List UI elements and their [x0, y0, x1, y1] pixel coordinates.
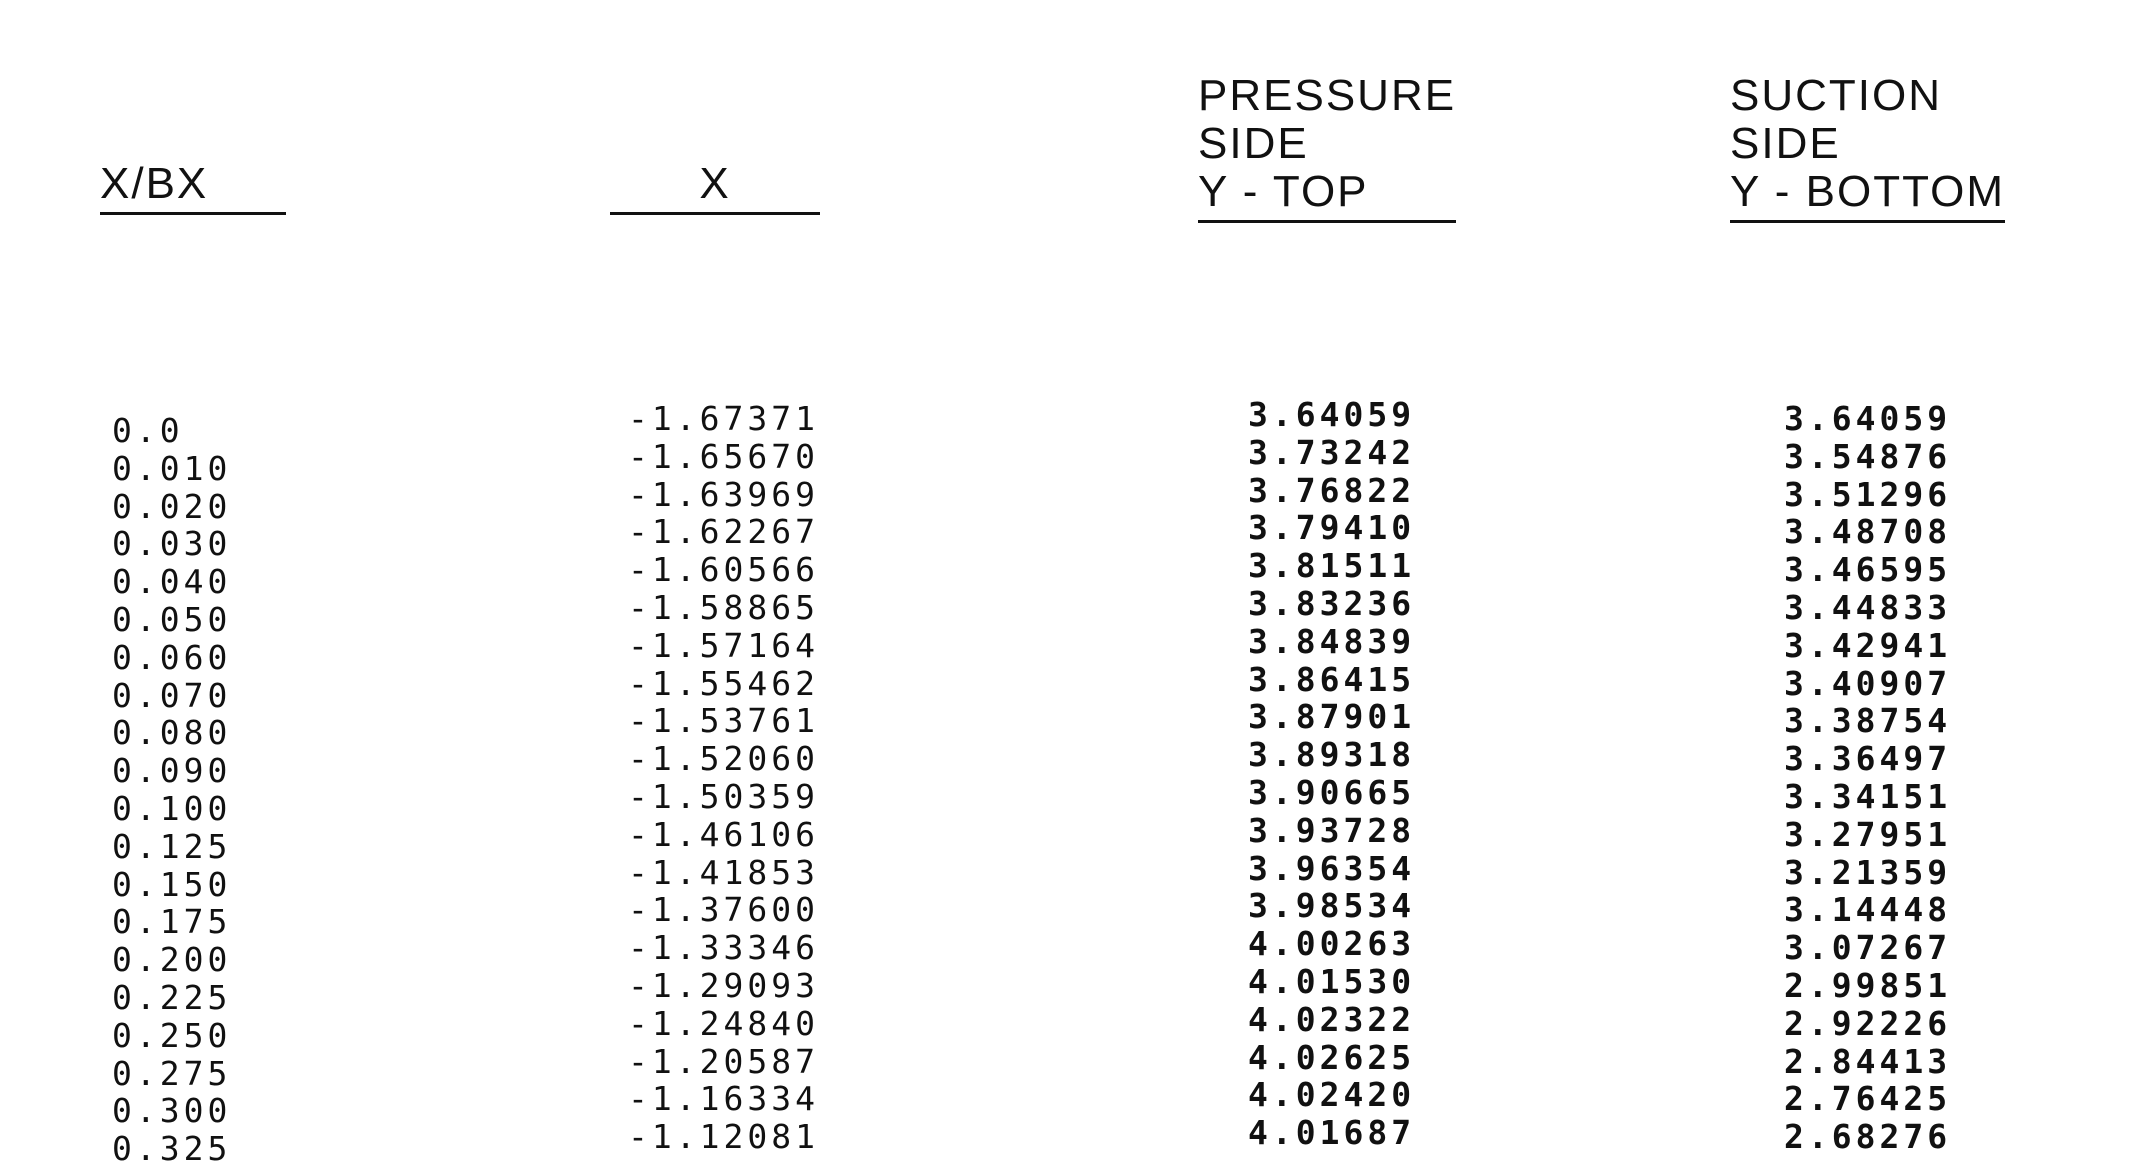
pressure-y-top-cell: 3.73242 — [1248, 432, 1416, 472]
xbx-cell: 0.040 — [112, 562, 232, 602]
suction-y-bottom-cell: 3.34151 — [1784, 776, 1952, 816]
x-cell: -1.62267 — [628, 512, 819, 552]
suction-y-bottom-cell: 3.40907 — [1784, 663, 1952, 703]
x-cell: -1.60566 — [628, 550, 819, 590]
header-pressure-side — [1198, 72, 1456, 223]
xbx-cell: 0.275 — [112, 1053, 232, 1093]
suction-y-bottom-cell: 3.44833 — [1784, 587, 1952, 627]
xbx-cell: 0.325 — [112, 1129, 232, 1168]
suction-y-bottom-cell: 3.48708 — [1784, 512, 1952, 552]
suction-y-bottom-cell: 3.21359 — [1784, 852, 1952, 892]
pressure-y-top-cell: 3.89318 — [1248, 735, 1416, 775]
suction-y-bottom-cell: 3.36497 — [1784, 739, 1952, 779]
x-cell: -1.46106 — [628, 814, 819, 854]
xbx-cell: 0.225 — [112, 977, 232, 1017]
xbx-cell: 0.200 — [112, 940, 232, 980]
suction-y-bottom-cell: 3.27951 — [1784, 814, 1952, 854]
suction-y-bottom-cell: 3.51296 — [1784, 474, 1952, 514]
header-x-label: X — [610, 160, 820, 215]
pressure-y-top-cell: 3.86415 — [1248, 659, 1416, 699]
pressure-y-top-cell: 4.02625 — [1248, 1037, 1416, 1077]
xbx-cell: 0.300 — [112, 1091, 232, 1131]
pressure-y-top-cell: 3.76822 — [1248, 470, 1416, 510]
header-suction-line-3: Y - BOTTOM — [1730, 168, 2005, 223]
suction-y-bottom-cell: 3.38754 — [1784, 701, 1952, 741]
pressure-y-top-cell: 3.90665 — [1248, 772, 1416, 812]
x-cell: -1.24840 — [628, 1003, 819, 1043]
x-cell: -1.41853 — [628, 852, 819, 892]
column-suction-side-values — [1784, 400, 1951, 1156]
header-suction-line-2: SIDE — [1730, 119, 1841, 168]
xbx-cell: 0.0 — [112, 411, 184, 450]
x-cell: -1.58865 — [628, 587, 819, 627]
xbx-cell: 0.060 — [112, 637, 232, 677]
column-pressure-side-values — [1248, 396, 1415, 1152]
xbx-cell: 0.080 — [112, 713, 232, 753]
suction-y-bottom-cell: 2.84413 — [1784, 1041, 1952, 1081]
xbx-cell: 0.030 — [112, 524, 232, 564]
column-x-values — [628, 400, 819, 1156]
xbx-cell: 0.125 — [112, 826, 232, 866]
pressure-y-top-cell: 3.98534 — [1248, 886, 1416, 926]
pressure-y-top-cell: 3.79410 — [1248, 508, 1416, 548]
x-cell: -1.55462 — [628, 663, 819, 703]
suction-y-bottom-cell: 3.54876 — [1784, 436, 1952, 476]
x-cell: -1.12081 — [628, 1117, 819, 1157]
suction-y-bottom-cell: 2.68276 — [1784, 1117, 1952, 1157]
header-suction-side — [1730, 72, 2005, 223]
suction-y-bottom-cell: 3.14448 — [1784, 890, 1952, 930]
pressure-y-top-cell: 3.87901 — [1248, 697, 1416, 737]
xbx-cell: 0.020 — [112, 486, 232, 526]
x-cell: -1.20587 — [628, 1041, 819, 1081]
pressure-y-top-cell: 4.02322 — [1248, 999, 1416, 1039]
header-pressure-line-3: Y - TOP — [1198, 168, 1456, 223]
pressure-y-top-cell: 3.64059 — [1248, 395, 1416, 434]
suction-y-bottom-cell: 3.64059 — [1784, 399, 1952, 438]
header-x — [610, 160, 820, 215]
xbx-cell: 0.090 — [112, 751, 232, 791]
pressure-y-top-cell: 3.93728 — [1248, 810, 1416, 850]
pressure-y-top-cell: 4.01530 — [1248, 961, 1416, 1001]
pressure-y-top-cell: 3.81511 — [1248, 546, 1416, 586]
suction-y-bottom-cell: 2.92226 — [1784, 1003, 1952, 1043]
xbx-cell: 0.010 — [112, 448, 232, 488]
header-xbx-label: X/BX — [100, 160, 286, 215]
xbx-cell: 0.070 — [112, 675, 232, 715]
suction-y-bottom-cell: 3.07267 — [1784, 928, 1952, 968]
pressure-y-top-cell: 3.84839 — [1248, 621, 1416, 661]
suction-y-bottom-cell: 2.99851 — [1784, 965, 1952, 1005]
x-cell: -1.16334 — [628, 1079, 819, 1119]
suction-y-bottom-cell: 3.42941 — [1784, 625, 1952, 665]
column-xbx-values — [112, 412, 231, 1168]
x-cell: -1.67371 — [628, 399, 819, 438]
header-pressure-line-2: SIDE — [1198, 119, 1309, 168]
suction-y-bottom-cell: 2.76425 — [1784, 1079, 1952, 1119]
pressure-y-top-cell: 4.02420 — [1248, 1075, 1416, 1115]
xbx-cell: 0.050 — [112, 599, 232, 639]
x-cell: -1.50359 — [628, 776, 819, 816]
x-cell: -1.33346 — [628, 928, 819, 968]
x-cell: -1.57164 — [628, 625, 819, 665]
suction-y-bottom-cell: 3.46595 — [1784, 550, 1952, 590]
x-cell: -1.29093 — [628, 965, 819, 1005]
header-xbx — [100, 160, 286, 215]
x-cell: -1.65670 — [628, 436, 819, 476]
x-cell: -1.63969 — [628, 474, 819, 514]
xbx-cell: 0.150 — [112, 864, 232, 904]
xbx-cell: 0.250 — [112, 1015, 232, 1055]
header-suction-line-1: SUCTION — [1730, 71, 1942, 120]
x-cell: -1.37600 — [628, 890, 819, 930]
xbx-cell: 0.100 — [112, 788, 232, 828]
x-cell: -1.53761 — [628, 701, 819, 741]
xbx-cell: 0.175 — [112, 902, 232, 942]
pressure-y-top-cell: 4.01687 — [1248, 1113, 1416, 1153]
pressure-y-top-cell: 4.00263 — [1248, 924, 1416, 964]
pressure-y-top-cell: 3.83236 — [1248, 583, 1416, 623]
x-cell: -1.52060 — [628, 739, 819, 779]
pressure-y-top-cell: 3.96354 — [1248, 848, 1416, 888]
header-pressure-line-1: PRESSURE — [1198, 71, 1457, 120]
